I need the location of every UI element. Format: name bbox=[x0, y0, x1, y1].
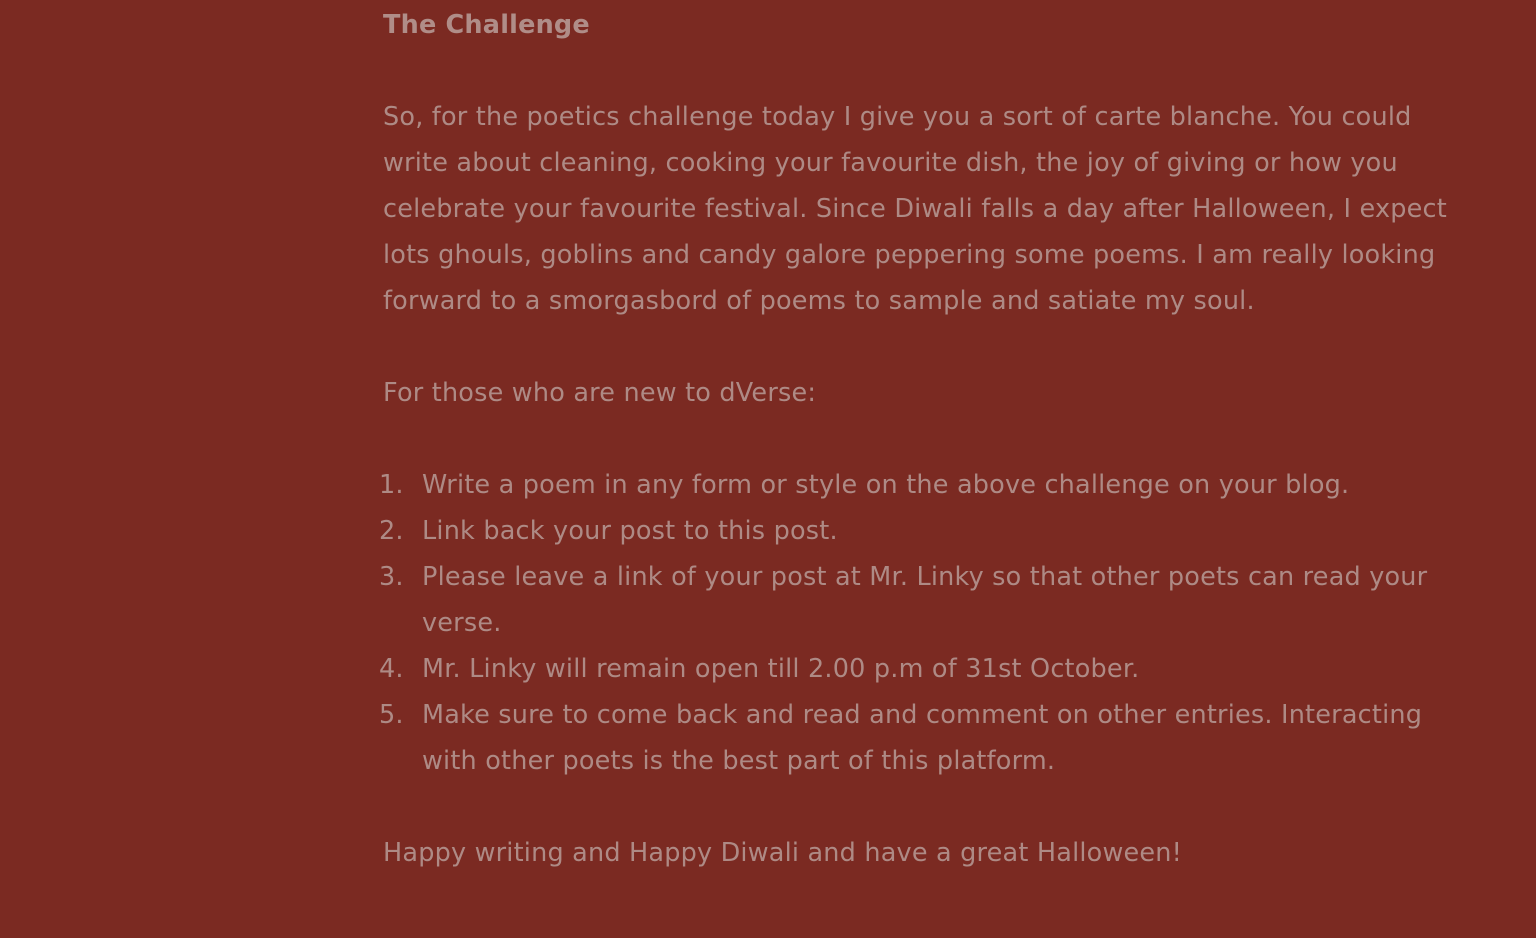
list-item-number: 2. bbox=[379, 516, 404, 546]
list-item-text: Make sure to come back and read and comment on other entries. Interacting with other poets is the best part of this platform. bbox=[422, 700, 1423, 776]
list-item bbox=[379, 554, 1453, 646]
list-item-number: 4. bbox=[379, 654, 404, 684]
list-item bbox=[379, 508, 1453, 554]
list-item-text: Write a poem in any form or style on the above challenge on your blog. bbox=[422, 470, 1350, 500]
rules-list bbox=[379, 462, 1453, 784]
list-item bbox=[379, 462, 1453, 508]
new-users-label: For those who are new to dVerse: bbox=[383, 378, 817, 408]
post-content bbox=[379, 0, 1453, 876]
list-item-number: 5. bbox=[379, 700, 404, 730]
section-heading: The Challenge bbox=[383, 10, 590, 40]
closing-paragraph: Happy writing and Happy Diwali and have a great Halloween! bbox=[383, 838, 1183, 868]
list-item-number: 1. bbox=[379, 470, 404, 500]
list-item-text: Please leave a link of your post at Mr. Linky so that other poets can read your verse. bbox=[422, 562, 1428, 638]
list-item-number: 3. bbox=[379, 562, 404, 592]
list-item-text: Mr. Linky will remain open till 2.00 p.m of 31st October. bbox=[422, 654, 1140, 684]
list-item bbox=[379, 646, 1453, 692]
list-item-text: Link back your post to this post. bbox=[422, 516, 838, 546]
intro-paragraph: So, for the poetics challenge today I give you a sort of carte blanche. You could write about cleaning, cooking your favourite dish, the joy of giving or how you celebrate your favourite festival. Since Diwali falls a day after Halloween, I expect lots ghouls, goblins and candy galore peppering some poems. I am really looking forward to a smorgasbord of poems to sample and satiate my soul. bbox=[383, 102, 1447, 316]
list-item bbox=[379, 692, 1453, 784]
